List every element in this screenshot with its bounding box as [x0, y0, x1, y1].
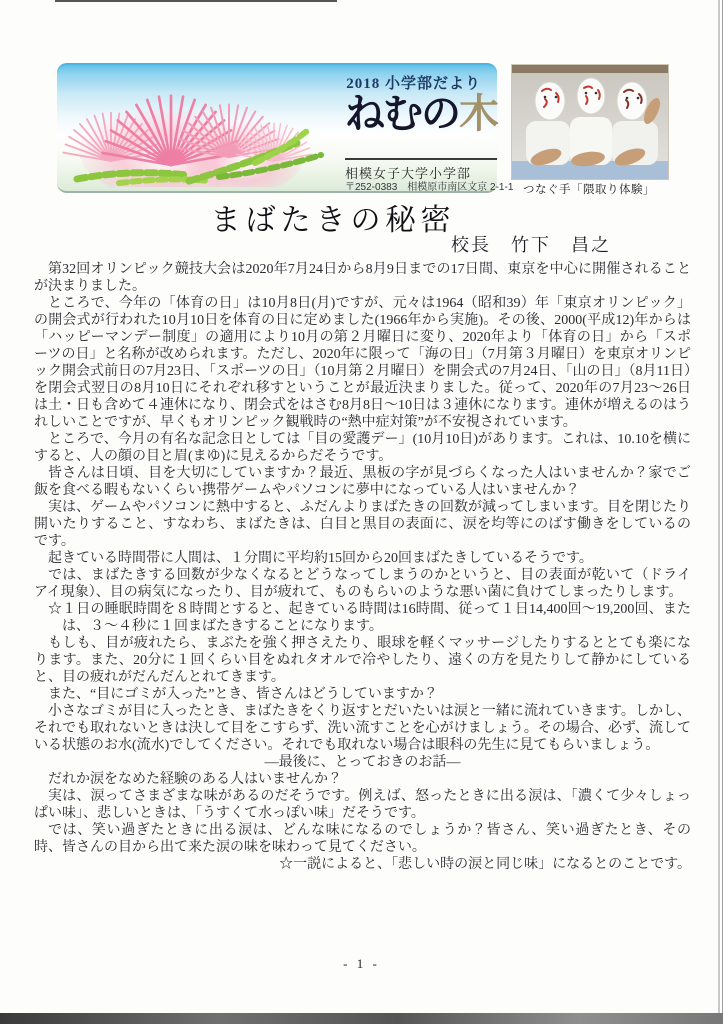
newsletter-title-accent: 木: [459, 91, 497, 136]
body-paragraph: ところで、今月の有名な記念日としては「目の愛護デー」(10月10日)があります。これは、10.10を横にすると、人の顔の目と眉(まゆ)に見えるからだそうです。: [34, 432, 691, 464]
article-author: 校長 竹下 昌之: [451, 235, 611, 255]
banner-divider-rule: [345, 158, 497, 160]
newsletter-year-label: 2018 小学部だより: [346, 76, 481, 92]
body-closing-note: ☆一説によると、「悲しい時の涙と同じ味」になるとのことです。: [279, 857, 691, 872]
article-title: まばたきの秘密: [210, 204, 456, 237]
photo-caption: つなぐ手「隈取り体験」: [523, 184, 655, 196]
scan-artifact-right-line: [718, 0, 720, 1013]
body-paragraph: 第32回オリンピック競技大会は2020年7月24日から8月9日までの17日間、東京を中心に開催されることが決まりました。: [34, 262, 691, 294]
body-paragraph: もしも、目が疲れたら、まぶたを強く押さえたり、眼球を軽くマッサージしたりするととても楽になります。また、20分に１回くらい目をぬれタオルで冷やしたり、遠くの方を見たりして静かにしていると、目の疲れがだんだんとれてきます。: [34, 636, 691, 685]
body-paragraph: 起きている時間帯に人間は、１分間に平均約15回から20回まばたきしているそうです。: [48, 551, 593, 566]
page-number: - 1 -: [343, 956, 380, 971]
newsletter-title-main: ねむの: [345, 91, 459, 136]
body-paragraph: では、まばたきする回数が少なくなるとどうなってしまうのかというと、目の表面が乾いて（ドライアイ現象）、目の病気になったり、目が疲れて、ものもらいのような悪い菌に負けてしまったりします。: [34, 568, 691, 600]
body-subheading: ―最後に、とっておきのお話―: [264, 755, 461, 770]
body-paragraph: では、笑い過ぎたときに出る涙は、どんな味になるのでしょうか？皆さん、笑い過ぎたとき、その時、皆さんの目から出て来た涙の味を味わって見てください。: [34, 823, 691, 855]
masthead-banner: [57, 63, 514, 193]
article-body: [34, 261, 691, 873]
body-note-paragraph: ☆１日の睡眠時間を８時間とすると、起きている時間は16時間、従って１日14,400回～19,200回、または、３～４秒に１回まばたきすることになります。: [48, 602, 691, 634]
body-paragraph: また、“目にゴミが入った”とき、皆さんはどうしていますか？: [48, 687, 438, 702]
body-paragraph: だれか涙をなめた経験のある人はいませんか？: [48, 772, 342, 787]
body-paragraph: 小さなゴミが目に入ったとき、まばたきをくり返すとだいたいは涙と一緒に流れていきます。しかし、それでも取れないときは決して目をこすらず、洗い流すことを心がけましょう。その場合、必ず、流している状態のお水(流水)でしてください。それでも取れない場合は眼科の先生に見てもらいましょう。: [34, 704, 691, 753]
school-name: 相模女子大学小学部: [345, 166, 472, 181]
kumadori-photo: [511, 64, 669, 180]
body-paragraph: ところで、今年の「体育の日」は10月8日(月)ですが、元々は1964（昭和39）年「東京オリンピック」の開会式が行われた10月10日を体育の日に定めました(1966年から実施)。その後、2000(平成12)年からは「ハッピーマンデー制度」の適用により10月の第２月曜日に変り、2020年より「体育の日」から「スポーツの日」と名称が改められます。ただし、2020年に限って「海の日」（7月第３月曜日）を東京オリンピック開会式前日の7月23日、「スポーツの日」（10月第２月曜日）を開会式の7月24日、「山の日」（8月11日）を閉会式翌日の8月10日にそれぞれ移すということが最近決まりました。従って、2020年の7月23～26日は土・日も含めて４連休になり、閉会式をはさむ8月8日～10日は３連休になります。連休が増えるのはうれしいことですが、早くもオリンピック観戦時の“熱中症対策”が不安視されています。: [34, 296, 691, 430]
body-paragraph: 実は、ゲームやパソコンに熱中すると、ふだんよりまばたきの回数が減ってしまいます。目を閉じたり開いたりすること、すなわち、まばたきは、白目と黒目の表面に、涙を均等にのばす働きをしているのです。: [34, 500, 691, 549]
silk-tree-flower-illustration: [59, 65, 349, 187]
scan-artifact-bottom-band: [0, 1013, 723, 1024]
scan-artifact-top: [55, 0, 337, 2]
body-paragraph: 皆さんは日頃、目を大切にしていますか？最近、黒板の字が見づらくなった人はいませんか？家でご飯を食べる暇もないくらい携帯ゲームやパソコンに夢中になっている人はいませんか？: [34, 466, 691, 498]
newsletter-title: [345, 91, 497, 136]
body-paragraph: 実は、涙ってさまざまな味があるのだそうです。例えば、怒ったときに出る涙は、「濃くて少々しょっぱい味」、悲しいときは、「うすくて水っぽい味」だそうです。: [34, 789, 691, 821]
school-address: 〒252-0383 相模原市南区文京 2-1-1: [345, 182, 514, 193]
